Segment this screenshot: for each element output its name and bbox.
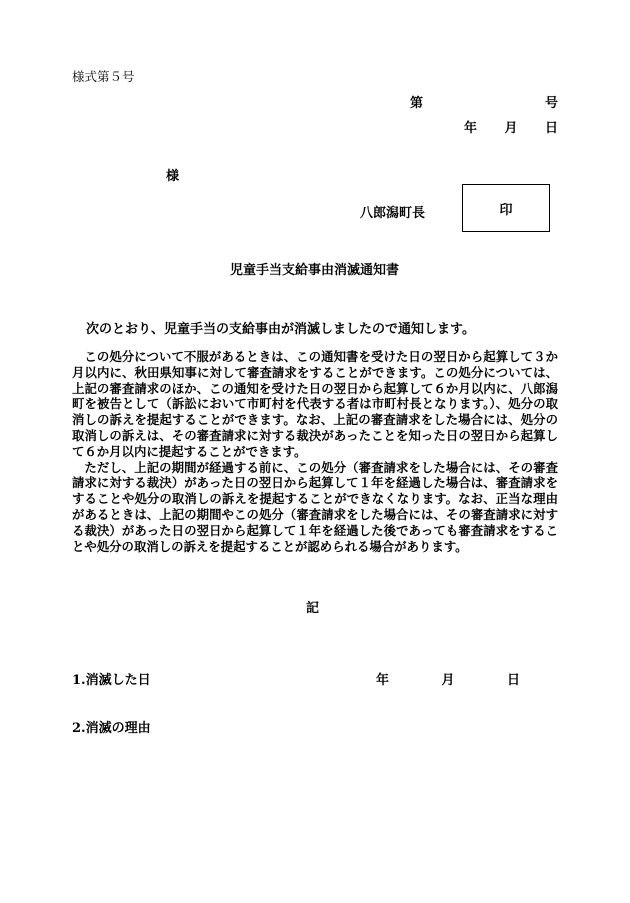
item1-label: 1.消滅した日 [72,673,151,688]
issue-date [464,117,558,136]
item1-day: 日 [506,673,520,688]
issue-date-day: 日 [544,121,558,136]
addressee-suffix: 様 [166,169,180,184]
seal-box [462,184,550,232]
item1-year: 年 [376,673,390,688]
document-title: 児童手当支給事由消滅通知書 [230,263,400,278]
item2-label: 2.消滅の理由 [72,721,151,736]
number-suffix: 号 [544,96,558,111]
item1-date [376,669,520,688]
appeal-paragraph-1: この処分について不服があるときは、この通知書を受けた日の翌日から起算して３か月以内に、秋田県知事に対して審査請求をすることができます。この処分については、上記の審査請求のほか、この通知を受けた日の翌日から起算して６か月以内に、八郎潟町を被告として（訴訟において市町村を代表する者は市町村長となります。）、処分の取消しの訴えを提起することができます。なお、上記の審査請求をした場合には、処分の取消しの訴えは、その審査請求に対する裁決があったことを知った日の翌日から起算して６か月以内に提起することができます。 [72,349,558,459]
form-number-label: 様式第５号 [72,69,135,84]
seal-label: 印 [499,202,513,218]
sender-name: 八郎潟町長 [360,206,426,221]
issue-date-month: 月 [504,121,518,136]
number-prefix: 第 [410,96,424,111]
appeal-paragraph-2: ただし、上記の期間が経過する前に、この処分（審査請求をした場合には、その審査請求に対する裁決）があった日の翌日から起算して１年を経過した場合は、審査請求をすることや処分の取消しの訴えを提起することができなくなります。なお、正当な理由があるときは、上記の期間やこの処分（審査請求をした場合には、その審査請求に対する裁決）があった日の翌日から起算して１年を経過した後であっても審査請求をすることや処分の取消しの訴えを提起することが認められる場合があります。 [72,459,558,554]
document-number [410,92,558,111]
item1-month: 月 [441,673,455,688]
ki-heading: 記 [306,601,320,616]
lead-sentence: 次のとおり、児童手当の支給事由が消滅しましたので通知します。 [86,322,475,337]
appeal-notice [72,349,558,554]
issue-date-year: 年 [464,121,478,136]
